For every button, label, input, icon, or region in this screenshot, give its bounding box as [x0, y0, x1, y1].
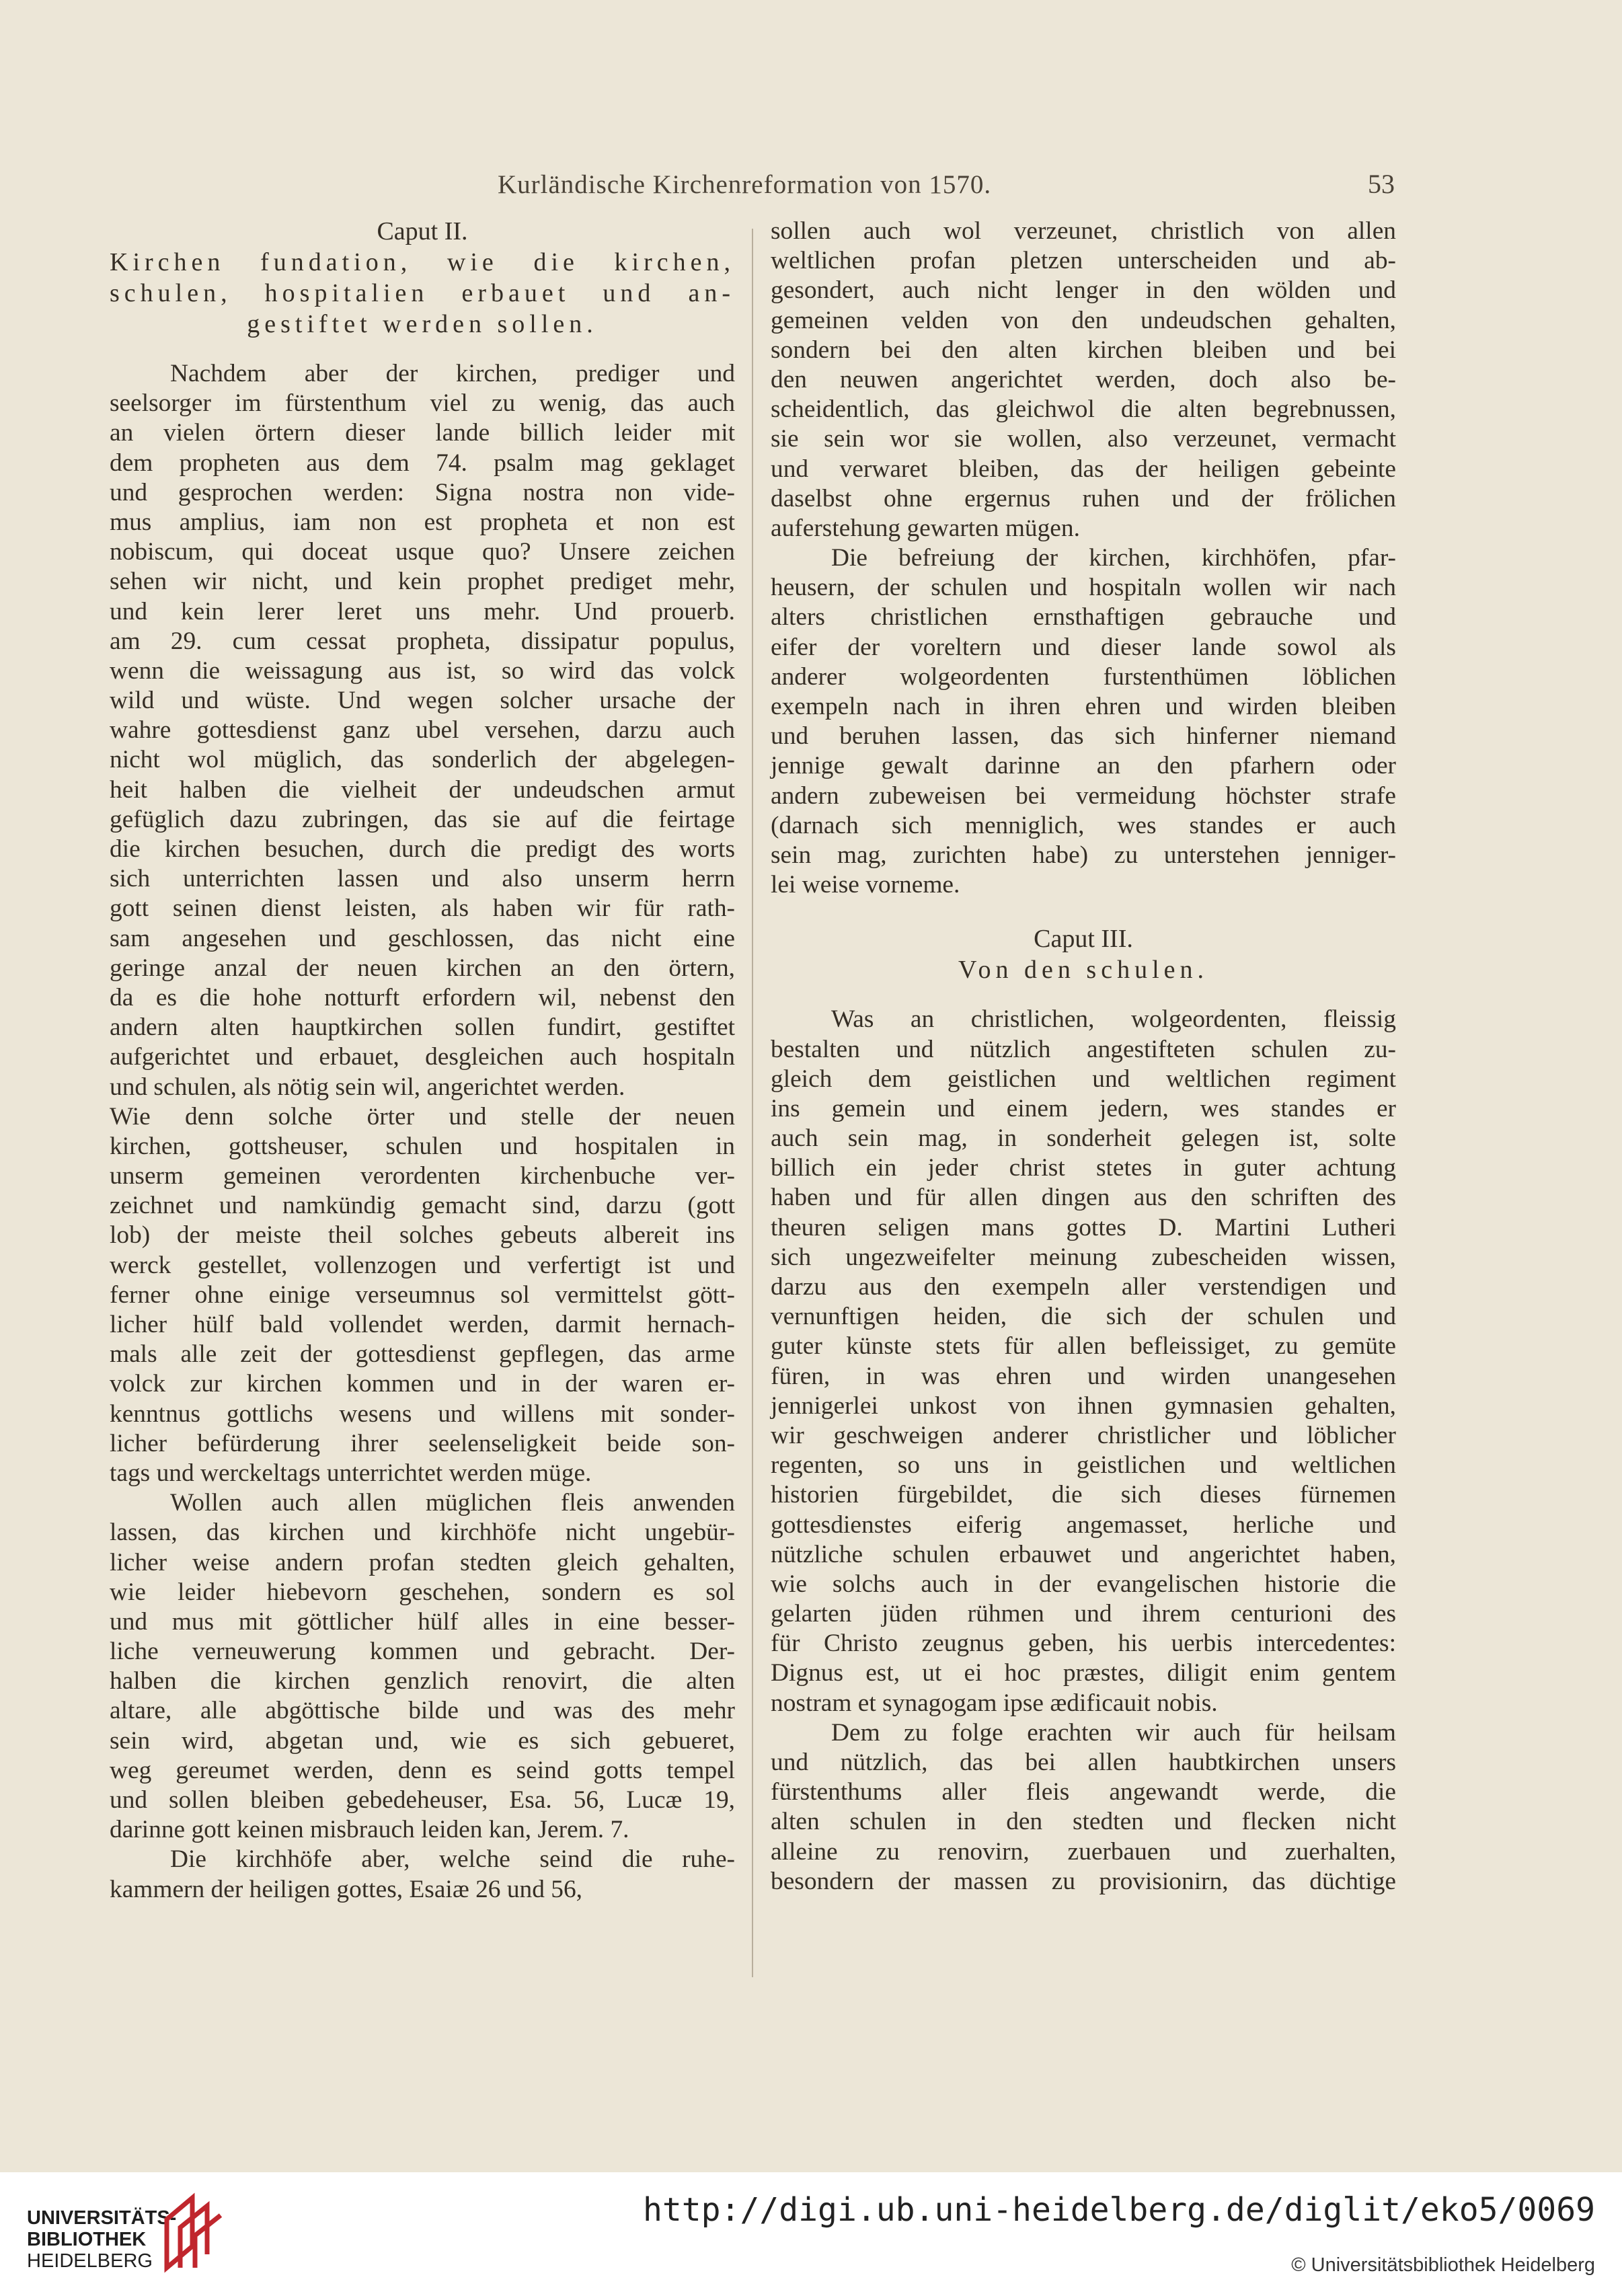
text-line: ferner ohne einige verseumnus sol vermittelst gött- — [110, 1280, 735, 1309]
text-line: eifer der voreltern und dieser lande sowol als — [771, 633, 1396, 661]
page-number: 53 — [1368, 169, 1395, 199]
text-line: wenn die weissagung aus ist, so wird das volck — [110, 656, 735, 685]
text-line: lei weise vorneme. — [771, 871, 960, 899]
text-line: halben die kirchen genzlich renovirt, die alten — [110, 1667, 735, 1695]
text-line: den neuwen angerichtet werden, doch also be- — [771, 365, 1396, 393]
text-line: wie solchs auch in der evangelischen historie die — [771, 1570, 1396, 1598]
left-body-text — [110, 359, 735, 1905]
text-line: gottesdienstes eiferig angemasset, herliche und — [771, 1510, 1396, 1539]
text-line: wahre gottesdienst ganz ubel versehen, darzu auch — [110, 716, 735, 744]
text-line: vernunftigen heiden, die sich der schulen und — [771, 1303, 1396, 1331]
text-line: jennigerlei unkost von ihnen gymnasien gehalten, — [771, 1391, 1396, 1420]
text-line: alleine zu renovirn, zuerbauen und zuerhalten, — [771, 1837, 1396, 1866]
text-line: weg gereumet werden, denn es seind gotts tempel — [110, 1756, 735, 1784]
text-line: sollen auch wol verzeunet, christlich von allen — [771, 217, 1396, 245]
schulen-subheading: Von den schulen. — [958, 956, 1208, 985]
text-line: Die befreiung der kirchen, kirchhöfen, pfar- — [831, 544, 1396, 572]
caput-iii-heading: Caput III. — [1034, 925, 1133, 954]
text-line: wir geschweigen anderer christlicher und löblicher — [771, 1421, 1396, 1449]
logo-line: HEIDELBERG — [27, 2250, 153, 2272]
text-line: sondern bei den alten kirchen bleiben und bei — [771, 336, 1396, 364]
text-line: und sollen bleiben gebedeheuser, Esa. 56, Lucæ 19, — [110, 1786, 735, 1814]
text-line: geringe anzal der neuen kirchen an den örtern, — [110, 954, 735, 982]
text-line: alters christlichen ernsthaftigen gebrauche und — [771, 603, 1396, 632]
text-line: an vielen örtern dieser lande billich leider mit — [110, 419, 735, 447]
permalink-url[interactable]: http://digi.ub.uni-heidelberg.de/diglit/eko5/0069 — [642, 2191, 1595, 2229]
text-line: andern alten hauptkirchen sollen fundirt, gestiftet — [110, 1013, 735, 1042]
library-logo-text — [27, 2207, 176, 2272]
text-line: kenntnus gottlichs wesens und willens mit sonder- — [110, 1400, 735, 1428]
text-line: Die kirchhöfe aber, welche seind die ruhe- — [170, 1845, 735, 1874]
text-line: gelarten jüden rühmen und ihrem centurioni des — [771, 1600, 1396, 1628]
spacer — [771, 986, 1396, 1005]
text-line: und kein lerer leret uns mehr. Und prouerb. — [110, 597, 735, 625]
text-line: und mus mit göttlicher hülf alles in eine besser- — [110, 1607, 735, 1636]
text-line: regenten, so uns in geistlichen und weltlichen — [771, 1451, 1396, 1480]
text-line: heusern, der schulen und hospitaln wollen wir nach — [771, 574, 1396, 602]
running-head — [0, 169, 1622, 203]
text-line: tags und werckeltags unterrichtet werden müge. — [110, 1459, 592, 1487]
text-line: Dignus est, ut ei hoc præstes, diligit enim gentem — [771, 1659, 1396, 1687]
text-line: weltlichen profan pletzen unterscheiden und ab- — [771, 247, 1396, 275]
text-line: exempeln nach in ihren ehren und wirden bleiben — [771, 693, 1396, 720]
text-line: auch sein mag, in sonderheit gelegen ist, solte — [771, 1124, 1396, 1153]
left-column — [110, 217, 735, 1905]
text-line: andern zubeweisen bei vermeidung höchster strafe — [771, 781, 1396, 810]
section-subheading-line: schulen, hospitalien erbauet und an- — [110, 279, 735, 307]
text-line: Wie denn solche örter und stelle der neuen — [110, 1102, 735, 1131]
text-line: Dem zu folge erachten wir auch für heilsam — [831, 1718, 1396, 1747]
text-line: daselbst ohne ergernus ruhen und der frölichen — [771, 484, 1396, 512]
text-line: darzu aus den exempeln aller verstendigen und — [771, 1273, 1396, 1301]
right-body-text-part1 — [771, 217, 1396, 900]
running-title: Kurländische Kirchenreformation von 1570. — [498, 170, 992, 199]
text-line: gemeinen velden von den undeudschen gehalten, — [771, 306, 1396, 334]
text-line: Nachdem aber der kirchen, prediger und — [170, 360, 735, 387]
text-line: nostram et synagogam ipse ædificauit nobis. — [771, 1689, 1218, 1717]
text-line: und verwaret bleiben, das der heiligen gebeinte — [771, 455, 1396, 483]
text-line: licher befürderung ihrer seelenseligkeit beide son- — [110, 1429, 735, 1457]
section-subheading-line: Kirchen fundation, wie die kirchen, — [110, 248, 735, 276]
text-line: sam angesehen und geschlossen, das nicht eine — [110, 924, 735, 952]
text-line: lob) der meiste theil solches gebeuts albereit ins — [110, 1221, 735, 1250]
text-line: die kirchen besuchen, durch die predigt des worts — [110, 835, 735, 863]
text-line: bestalten und nützlich angestifteten schulen zu- — [771, 1035, 1396, 1063]
text-line: mals alle zeit der gottesdienst gepflegen, das arme — [110, 1340, 735, 1369]
text-line: altare, alle abgöttische bilde und was des mehr — [110, 1697, 735, 1725]
text-line: (darnach sich menniglich, wes standes er auch — [771, 811, 1396, 839]
library-logo-icon — [160, 2192, 225, 2273]
text-line: sein mag, zurichten habe) zu unterstehen jenniger- — [771, 841, 1396, 869]
text-line: sich ungezweifelter meinung zubescheiden wissen, — [771, 1243, 1396, 1271]
text-line: scheidentlich, das gleichwol die alten begrebnussen, — [771, 395, 1396, 424]
text-line: am 29. cum cessat propheta, dissipatur populus, — [110, 627, 735, 655]
text-line: licher hülf bald vollendet werden, darmit hernach- — [110, 1311, 735, 1338]
text-line: kammern der heiligen gottes, Esaiæ 26 und 56, — [110, 1875, 583, 1903]
text-line: werck gestellet, vollenzogen und verfertigt ist und — [110, 1251, 735, 1279]
text-line: darinne gott keinen misbrauch leiden kan, Jerem. 7. — [110, 1816, 629, 1844]
copyright-notice: © Universitätsbibliothek Heidelberg — [1291, 2254, 1595, 2276]
text-line: fürstenthums aller fleis angewandt werde, die — [771, 1778, 1396, 1806]
logo-line: BIBLIOTHEK — [27, 2229, 147, 2250]
text-line: Wollen auch allen müglichen fleis anwenden — [170, 1489, 735, 1517]
text-line: guter künste stets für allen befleissiget, zu gemüte — [771, 1332, 1396, 1361]
text-line: besondern der massen zu provisionirn, das düchtige — [771, 1867, 1396, 1895]
text-line: zeichnet und namkündig gemacht sind, darzu (gott — [110, 1192, 735, 1220]
text-line: nützliche schulen erbauwet und angerichtet haben, — [771, 1540, 1396, 1568]
text-line: liche verneuwerung kommen und gebracht. Der- — [110, 1638, 735, 1666]
text-line: und beruhen lassen, das sich hinferner niemand — [771, 722, 1396, 751]
text-line: aufgerichtet und erbauet, desgleichen auch hospitaln — [110, 1043, 735, 1071]
text-line: anderer wolgeordenten furstenthümen löblichen — [771, 662, 1396, 691]
text-line: sich unterrichten lassen und also unserm herrn — [110, 865, 735, 893]
caput-ii-heading: Caput II. — [377, 217, 468, 245]
right-column — [771, 217, 1396, 1897]
footer-bar — [0, 2172, 1622, 2296]
text-line: wie leider hiebevorn geschehen, sondern es sol — [110, 1578, 735, 1606]
text-line: lassen, das kirchen und kirchhöfe nicht ungebür- — [110, 1519, 735, 1547]
text-line: kirchen, gottsheuser, schulen und hospitalen in — [110, 1132, 735, 1160]
text-line: dem propheten aus dem 74. psalm mag geklaget — [110, 449, 735, 477]
text-line: billich ein jeder christ stetes in guter achtung — [771, 1154, 1396, 1182]
logo-line: UNIVERSITÄTS- — [27, 2207, 177, 2229]
text-line: Was an christlichen, wolgeordenten, fleissig — [831, 1005, 1396, 1034]
text-line: nobiscum, qui doceat usque quo? Unsere zeichen — [110, 538, 735, 566]
text-line: haben und für allen dingen aus den schriften des — [771, 1184, 1396, 1212]
spacer — [771, 900, 1396, 924]
text-line: wild und wüste. Und wegen solcher ursache der — [110, 687, 735, 715]
text-line: licher weise andern profan stedten gleich gehalten, — [110, 1548, 735, 1576]
text-line: sehen wir nicht, und kein prophet prediget mehr, — [110, 568, 735, 596]
text-line: gleich dem geistlichen und weltlichen regiment — [771, 1065, 1396, 1093]
section-subheading-line: gestiftet werden sollen. — [247, 310, 598, 338]
text-line: und nützlich, das bei allen haubtkirchen unsers — [771, 1749, 1396, 1776]
spacer — [110, 340, 735, 359]
text-line: heit halben die vielheit der undeudschen armut — [110, 775, 735, 804]
text-line: volck zur kirchen kommen und in der waren er- — [110, 1370, 735, 1398]
right-body-text-part2 — [771, 1005, 1396, 1897]
text-line: für Christo zeugnus geben, his uerbis intercedentes: — [771, 1630, 1396, 1658]
text-line: gefüglich dazu zubringen, das sie auf die feirtage — [110, 805, 735, 833]
text-line: gott seinen dienst leisten, als haben wir für rath- — [110, 894, 735, 923]
text-line: theuren seligen mans gottes D. Martini Lutheri — [771, 1213, 1396, 1241]
text-line: sein wird, abgetan und, wie es sich gebueret, — [110, 1726, 735, 1755]
text-line: auferstehung gewarten mügen. — [771, 514, 1080, 542]
text-line: historien fürgebildet, die sich dieses fürnemen — [771, 1481, 1396, 1509]
text-line: da es die hohe notturft erfordern wil, nebenst den — [110, 983, 735, 1011]
column-divider — [752, 229, 753, 1977]
text-line: unserm gemeinen verordenten kirchenbuche ver- — [110, 1162, 735, 1190]
text-line: und schulen, als nötig sein wil, angerichtet werden. — [110, 1073, 625, 1101]
text-line: und gesprochen werden: Signa nostra non vide- — [110, 478, 735, 506]
text-line: alten schulen in den stedten und flecken nicht — [771, 1808, 1396, 1836]
text-line: ins gemein und einem jedern, wes standes er — [771, 1094, 1396, 1122]
text-line: gesondert, auch nicht lenger in den wölden und — [771, 276, 1396, 305]
text-line: füren, in was ehren und wirden unangesehen — [771, 1362, 1396, 1390]
text-line: nicht wol müglich, das sonderlich der abgelegen- — [110, 746, 735, 774]
text-line: mus amplius, iam non est propheta et non est — [110, 508, 735, 536]
text-line: jennige gewalt darinne an den pfarhern oder — [771, 752, 1396, 780]
text-line: seelsorger im fürstenthum viel zu wenig, das auch — [110, 389, 735, 418]
text-line: sie sein wor sie wollen, also verzeunet, vermacht — [771, 425, 1396, 453]
